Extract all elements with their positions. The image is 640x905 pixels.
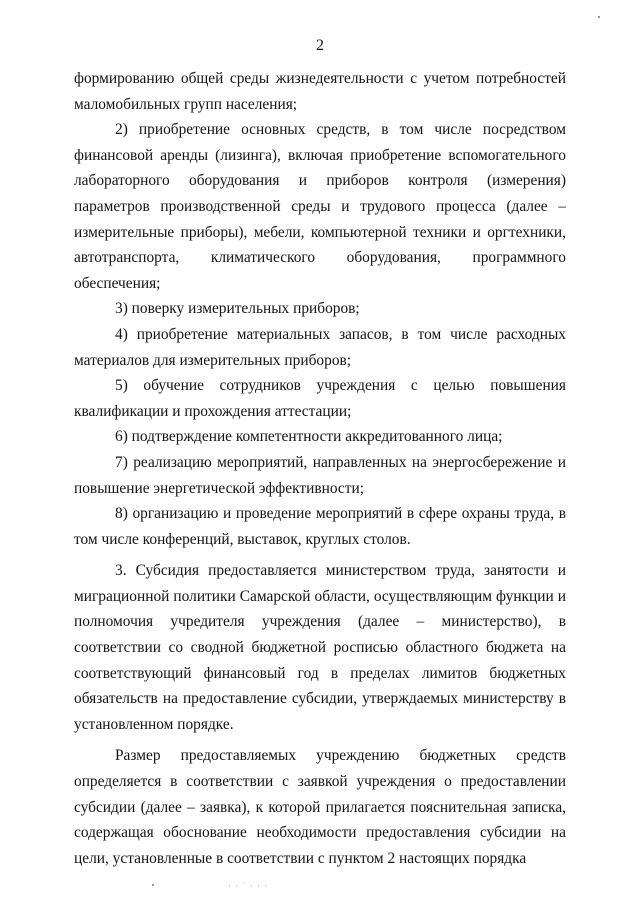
list-item-7-energy-saving: 7) реализацию мероприятий, направленных на энергосбережение и повышение энергетической эффективности;	[74, 453, 566, 497]
page-number: 2	[316, 37, 324, 54]
list-item-2-fixed-assets: 2) приобретение основных средств, в том числе посредством финансовой аренды (лизинга), включая приобретение вспомогательного лабораторного оборудования и приборов контроля (измерения) параметров производственной среды и трудового процесса (далее – измерительные приборы), мебели, компьютерной техники и оргтехники, автотранспорта, климатического оборудования, программного обеспечения;	[74, 121, 566, 292]
list-item-5-staff-training: 5) обучение сотрудников учреждения с целью повышения квалификации и прохождения аттестации;	[74, 377, 566, 420]
scan-speck	[598, 16, 600, 18]
clause-3-subsidy-provider: 3. Субсидия предоставляется министерством труда, занятости и миграционной политики Самарской области, осуществляющим функции и полномочия учредителя учреждения (далее – министерство), в соответствии со сводной бюджетной росписью областного бюджета на соответствующий финансовый год в пределах лимитов бюджетных обязательств на предоставление субсидии, утверждаемых министерству в установленном порядке.	[74, 562, 566, 733]
scan-speck	[152, 884, 154, 886]
list-item-3-verification: 3) поверку измерительных приборов;	[115, 300, 360, 318]
document-body	[74, 66, 566, 871]
list-item-6-competence: 6) подтверждение компетентности аккредитованного лица;	[115, 428, 503, 446]
paragraph-subsidy-amount: Размер предоставляемых учреждению бюджетных средств определяется в соответствии с заявкой учреждения о предоставлении субсидии (далее – заявка), к которой прилагается пояснительная записка, содержащая обоснование необходимости предоставления субсидии на цели, установленные в соответствии с пунктом 2 настоящих порядка	[74, 747, 566, 867]
list-item-4-material-stocks: 4) приобретение материальных запасов, в том числе расходных материалов для измерительных приборов;	[74, 325, 566, 369]
list-item-8-labor-safety: 8) организацию и проведение мероприятий в сфере охраны труда, в том числе конференций, выставок, круглых столов.	[74, 505, 566, 548]
paragraph-continuation: формированию общей среды жизнедеятельности с учетом потребностей маломобильных групп населения;	[74, 70, 566, 113]
scan-noise: · · ˙ · · ·	[228, 881, 269, 891]
